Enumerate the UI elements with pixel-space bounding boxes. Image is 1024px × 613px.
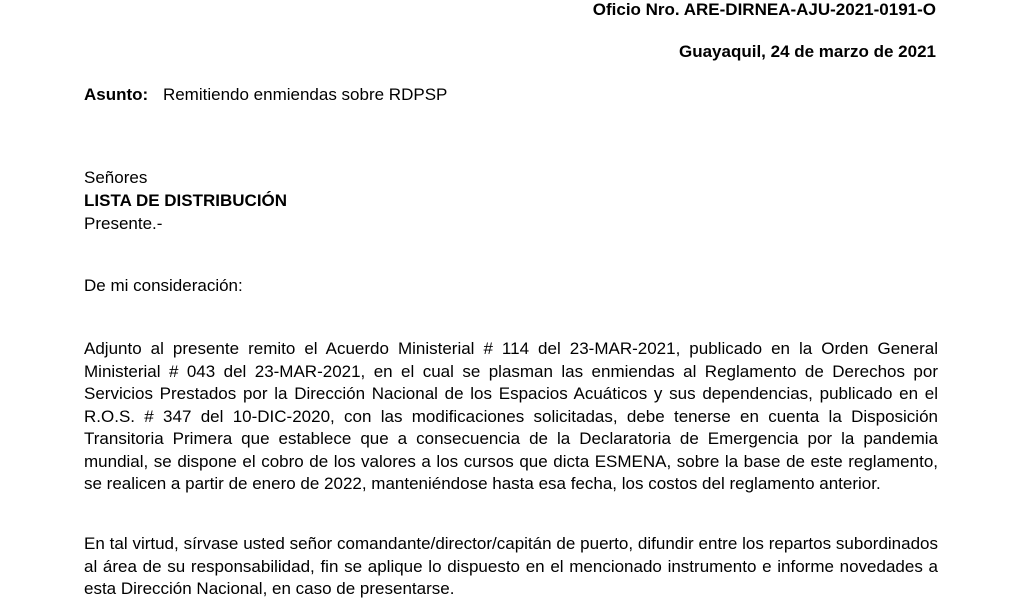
- greeting-line: De mi consideración:: [84, 276, 243, 295]
- oficio-number: Oficio Nro. ARE-DIRNEA-AJU-2021-0191-O: [592, 0, 936, 19]
- presente-line: Presente.-: [84, 214, 163, 233]
- subject-text: Remitiendo enmiendas sobre RDPSP: [162, 85, 448, 104]
- salutation-title: Señores: [84, 168, 148, 187]
- body-paragraph-1: Adjunto al presente remito el Acuerdo Ministerial # 114 del 23-MAR-2021, publicado en la Orden General Ministerial # 043 del 23-MAR-2021, en el cual se plasman las enmiendas al Reglamento de Derechos por Servicios Prestados por la Dirección Nacional de los Espacios Acuáticos y sus dependencias, publicado en el R.O.S. # 347 del 10-DIC-2020, con las modificaciones solicitadas, debe tenerse en cuenta la Disposición Transitoria Primera que establece que a consecuencia de la Declaratoria de Emergencia por la pandemia mundial, se dispone el cobro de los valores a los cursos que dicta ESMENA, sobre la base de este reglamento, se realicen a partir de enero de 2022, manteniéndose hasta esa fecha, los costos del reglamento anterior.: [84, 339, 938, 493]
- letter-date: Guayaquil, 24 de marzo de 2021: [678, 42, 936, 61]
- subject-line: [84, 85, 447, 105]
- subject-label: Asunto:: [84, 85, 149, 104]
- recipient-list: LISTA DE DISTRIBUCIÓN: [84, 191, 288, 210]
- body-paragraph-2: En tal virtud, sírvase usted señor comandante/director/capitán de puerto, difundir entre los repartos subordinados al área de su responsabilidad, fin se aplique lo dispuesto en el mencionado instrumento e informe novedades a esta Dirección Nacional, en caso de presentarse.: [84, 534, 938, 598]
